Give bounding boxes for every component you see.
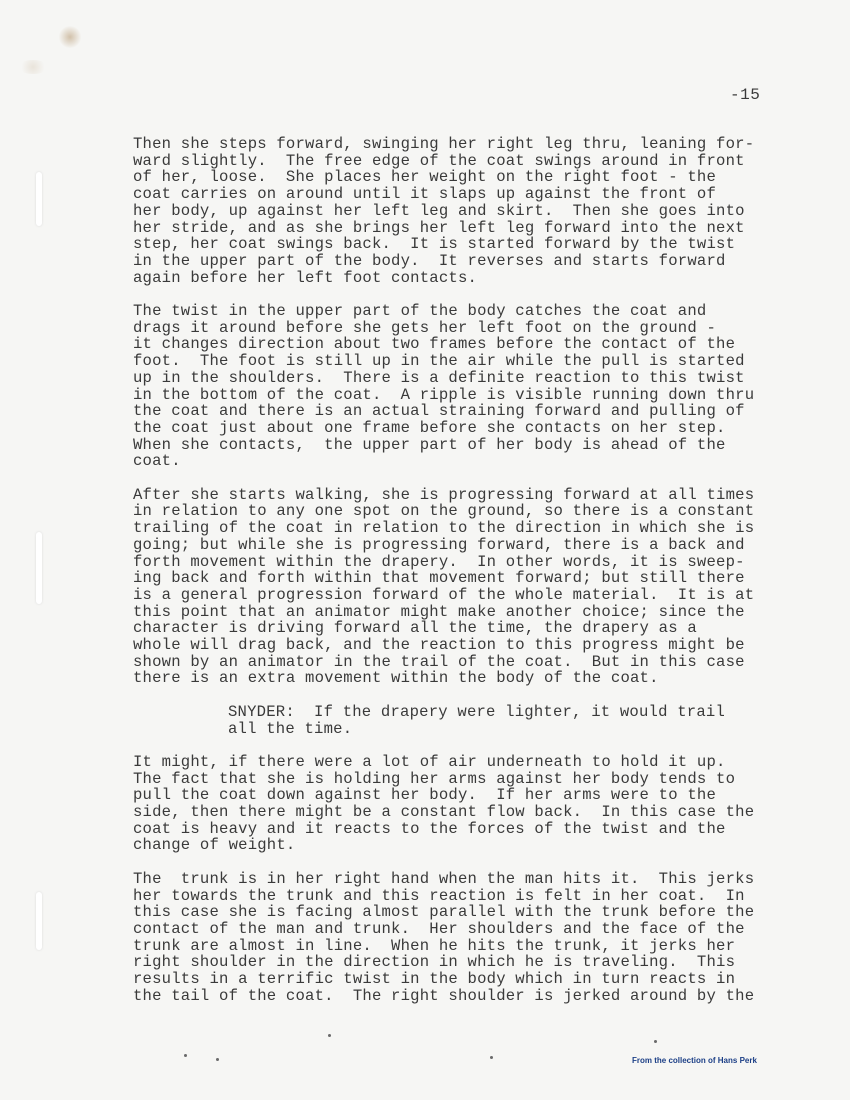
paragraph: It might, if there were a lot of air underneath to hold it up. The fact that she is holding her arms against her body tends to pull the coat down against her body. If her arms were to the side, then there might be a constant flow back. In this case the coat is heavy and it reacts to the forces of the twist and the change of weight.: [133, 752, 755, 855]
paper-stain: [58, 26, 82, 48]
paragraph: After she starts walking, she is progressing forward at all times in relation to any one spot on the ground, so there is a constant trailing of the coat in relation to the direction in which she is going; but while she is progressing forward, there is a back and forth movement within the drapery. In other words, it is sweep- ing back and forth within that movement forward; but still there is a general progression forward of the whole material. It is at this point that an animator might make another choice; since the character is driving forward all the time, the drapery as a whole will drag back, and the reaction to this progress might be shown by an animator in the trail of the coat. But in this case there is an extra movement within the body of the coat.: [133, 485, 755, 688]
binder-hole-mark: [36, 172, 42, 226]
page-number: -15: [730, 86, 761, 104]
ink-speck: [216, 1058, 219, 1061]
paper-stain: [18, 60, 48, 74]
paragraph: Then she steps forward, swinging her right leg thru, leaning for- ward slightly. The free edge of the coat swings around in front of her, loose. She places her weight on the right foot - the coat carries on around until it slaps up against the front of her body, up against her left leg and skirt. Then she goes into her stride, and as she brings her left leg forward into the next step, her coat swings back. It is started forward by the twist in the upper part of the body. It reverses and starts forward again before her left foot contacts.: [133, 135, 755, 287]
dialogue-paragraph: SNYDER: If the drapery were lighter, it would trail all the time.: [228, 702, 726, 738]
ink-speck: [490, 1056, 493, 1059]
body-text: [133, 136, 813, 1021]
binder-hole-mark: [36, 532, 42, 604]
collection-credit: From the collection of Hans Perk: [632, 1056, 757, 1065]
paragraph: The trunk is in her right hand when the man hits it. This jerks her towards the trunk and this reaction is felt in her coat. In this case she is facing almost parallel with the trunk before the contact of the man and trunk. Her shoulders and the face of the trunk are almost in line. When he hits the trunk, it jerks her right shoulder in the direction in which he is traveling. This results in a terrific twist in the body which in turn reacts in the tail of the coat. The right shoulder is jerked around by the: [133, 869, 755, 1005]
ink-speck: [184, 1054, 187, 1057]
ink-speck: [328, 1034, 331, 1037]
paragraph: The twist in the upper part of the body catches the coat and drags it around before she gets her left foot on the ground - it changes direction about two frames before the contact of the foot. The foot is still up in the air while the pull is started up in the shoulders. There is a definite reaction to this twist in the bottom of the coat. A ripple is visible running down thru the coat and there is an actual straining forward and pulling of the coat just about one frame before she contacts on her step. When she contacts, the upper part of her body is ahead of the coat.: [133, 302, 755, 471]
ink-speck: [654, 1040, 657, 1043]
binder-hole-mark: [36, 892, 42, 950]
